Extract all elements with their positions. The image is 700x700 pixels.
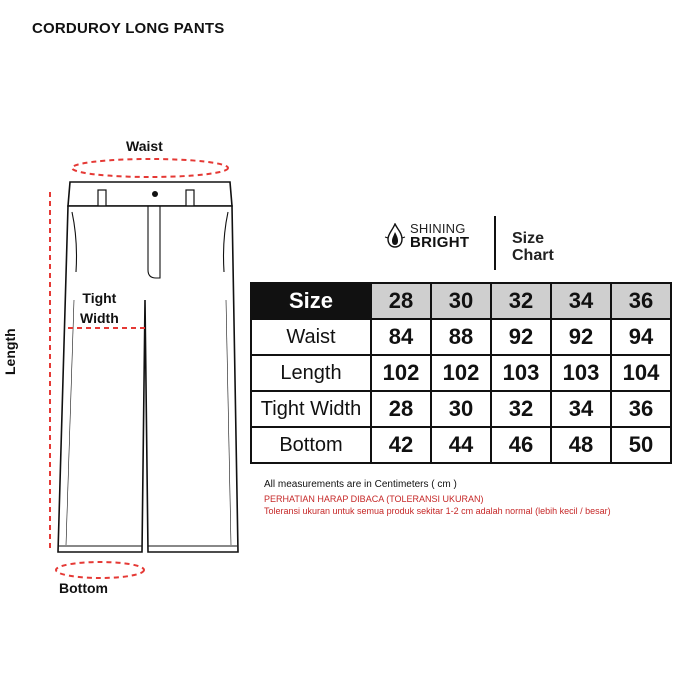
flame-logo-icon [384, 223, 406, 249]
table-cell: 103 [551, 355, 611, 391]
tolerance-warning-text: Toleransi ukuran untuk semua produk sekitar 1-2 cm adalah normal (lebih kecil / besar) [264, 506, 611, 516]
row-label: Bottom [251, 427, 371, 463]
waistband [68, 182, 232, 206]
size-table [250, 282, 672, 464]
table-cell: 32 [491, 391, 551, 427]
brand-name-line2: BRIGHT [410, 234, 470, 251]
measurement-note: All measurements are in Centimeters ( cm ) [264, 479, 457, 490]
table-row [251, 355, 671, 391]
page-title: CORDUROY LONG PANTS [32, 20, 225, 37]
tight-width-label: Tight Width [80, 290, 119, 326]
brand-divider [494, 216, 496, 270]
table-cell: 42 [371, 427, 431, 463]
table-header-row [251, 283, 671, 319]
table-cell: 50 [611, 427, 671, 463]
table-cell: 48 [551, 427, 611, 463]
size-column-header: 34 [551, 283, 611, 319]
size-column-header: 32 [491, 283, 551, 319]
table-cell: 30 [431, 391, 491, 427]
table-row [251, 391, 671, 427]
size-column-header: 36 [611, 283, 671, 319]
table-cell: 102 [371, 355, 431, 391]
length-label: Length [2, 328, 18, 375]
table-cell: 104 [611, 355, 671, 391]
table-cell: 46 [491, 427, 551, 463]
waist-measure [72, 159, 228, 177]
table-cell: 103 [491, 355, 551, 391]
button-icon [152, 191, 158, 197]
brand-logo [384, 222, 469, 250]
table-cell: 28 [371, 391, 431, 427]
brand-name-line1: SHINING [410, 221, 466, 236]
size-header-cell: Size [251, 283, 371, 319]
table-row [251, 427, 671, 463]
bottom-label: Bottom [59, 580, 108, 596]
table-row [251, 319, 671, 355]
table-cell: 36 [611, 391, 671, 427]
row-label: Waist [251, 319, 371, 355]
size-column-header: 28 [371, 283, 431, 319]
tolerance-warning-title: PERHATIAN HARAP DIBACA (TOLERANSI UKURAN) [264, 494, 484, 504]
size-column-header: 30 [431, 283, 491, 319]
table-cell: 102 [431, 355, 491, 391]
table-cell: 92 [491, 319, 551, 355]
waist-label: Waist [126, 138, 163, 154]
size-chart-title: Size Chart [512, 230, 554, 264]
table-cell: 94 [611, 319, 671, 355]
row-label: Tight Width [251, 391, 371, 427]
notes [264, 479, 611, 517]
table-cell: 34 [551, 391, 611, 427]
table-cell: 88 [431, 319, 491, 355]
row-label: Length [251, 355, 371, 391]
table-cell: 44 [431, 427, 491, 463]
table-cell: 92 [551, 319, 611, 355]
bottom-measure [56, 562, 144, 578]
table-cell: 84 [371, 319, 431, 355]
